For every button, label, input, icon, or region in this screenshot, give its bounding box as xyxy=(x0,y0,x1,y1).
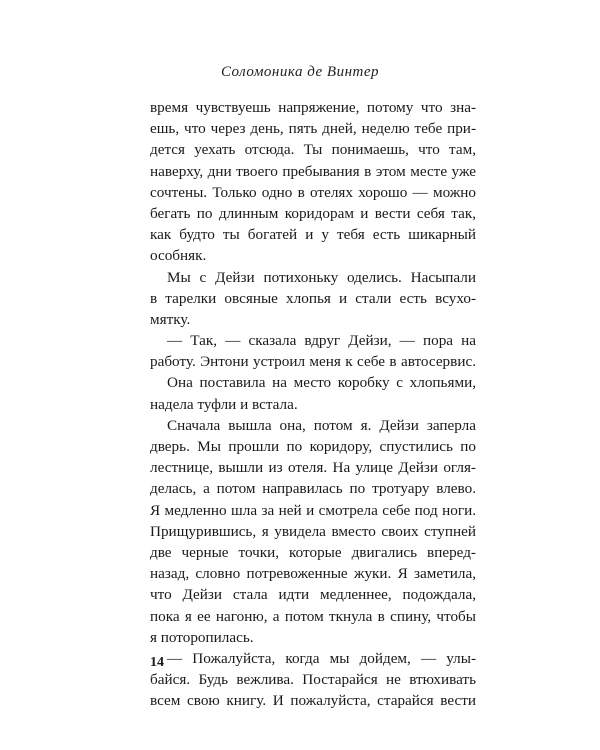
text-line: бегать по длинным коридорам и вести себя так, xyxy=(150,204,476,222)
text-line: в тарелки овсяные хлопья и стали есть всухо- xyxy=(150,289,476,307)
text-line: — Так, — сказала вдруг Дейзи, — пора на xyxy=(167,332,476,350)
text-line: наверху, дни твоего пребывания в этом месте уже xyxy=(150,162,476,180)
text-line: две черные точки, которые двигались вперед- xyxy=(150,543,476,561)
text-line: особняк. xyxy=(150,247,207,265)
text-line: время чувствуешь напряжение, потому что зна- xyxy=(150,99,476,116)
text-line: делась, а потом направилась по тротуару влево. xyxy=(150,480,476,498)
text-line: надела туфли и встала. xyxy=(150,395,298,413)
text-line: ешь, что через день, пять дней, неделю тебе при- xyxy=(150,120,476,138)
text-line: что Дейзи стала идти медленнее, подождала, xyxy=(150,586,476,604)
text-line: назад, словно потревоженные жуки. Я заметила, xyxy=(150,565,476,583)
text-line: как будто ты богатей и у тебя есть шикарный xyxy=(150,226,476,244)
body-text xyxy=(150,97,476,711)
text-line: дверь. Мы прошли по коридору, спустились по xyxy=(150,438,476,455)
text-line: Мы с Дейзи потихоньку оделись. Насыпали xyxy=(167,268,476,286)
text-line: Я медленно шла за ней и смотрела себе под ноги. xyxy=(150,501,476,519)
text-line: дется уехать отсюда. Ты понимаешь, что там, xyxy=(150,141,476,159)
running-head: Соломоника де Винтер xyxy=(220,64,380,80)
text-line: Она поставила на место коробку с хлопьями, xyxy=(167,374,476,392)
text-line: я поторопилась. xyxy=(150,628,254,646)
text-line: сочтены. Только одно в отелях хорошо — можно xyxy=(150,183,476,201)
text-line: — Пожалуйста, когда мы дойдем, — улы- xyxy=(167,649,476,667)
text-line: байся. Будь вежлива. Постарайся не втюхивать xyxy=(150,671,476,689)
text-line: Сначала вышла она, потом я. Дейзи заперла xyxy=(167,416,476,434)
page-number: 14 xyxy=(150,655,164,670)
text-line: работу. Энтони устроил меня к себе в автосервис. xyxy=(150,353,476,371)
text-line: пока я ее нагоню, а потом ткнула в спину, чтобы xyxy=(150,607,476,625)
text-line: мятку. xyxy=(150,310,191,328)
text-line: лестнице, вышли из отеля. На улице Дейзи огля- xyxy=(150,459,476,477)
text-line: всем свою книгу. И пожалуйста, старайся вести xyxy=(150,692,476,710)
text-line: Прищурившись, я увидела вместо своих ступней xyxy=(150,522,476,540)
